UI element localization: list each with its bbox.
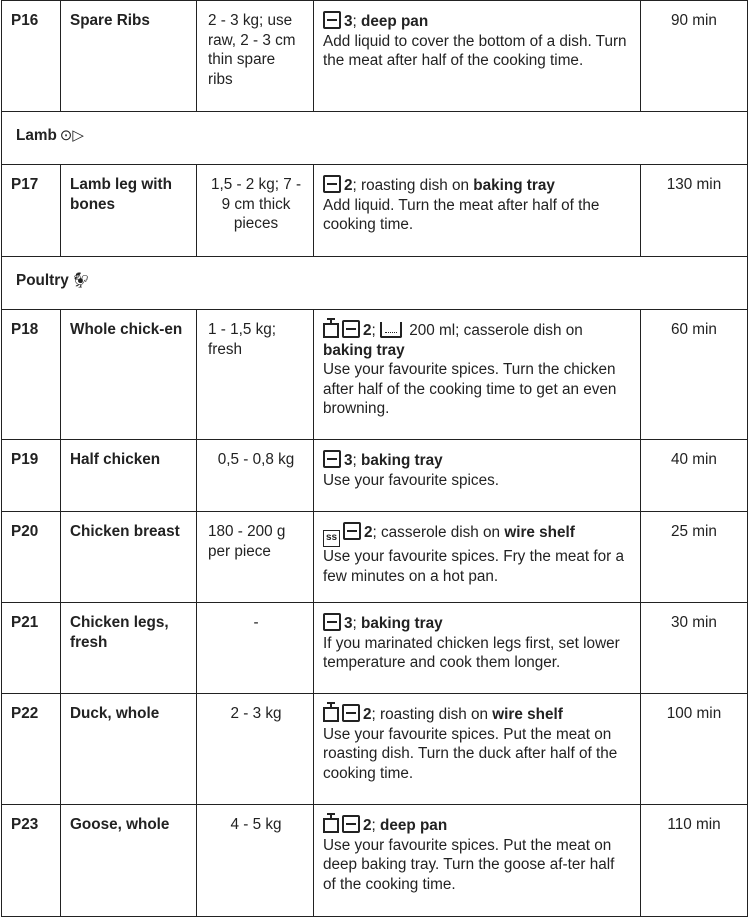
quantity: 2 - 3 kg; use raw, 2 - 3 cm thin spare ribs: [197, 1, 314, 112]
settings-line: [323, 450, 631, 471]
settings-line: [323, 704, 631, 725]
quantity: 1,5 - 2 kg; 7 - 9 cm thick pieces: [197, 165, 314, 257]
setting-bold: 2: [344, 177, 353, 194]
quantity: 1 - 1,5 kg; fresh: [197, 310, 314, 440]
quantity: 2 - 3 kg: [197, 694, 314, 805]
setting-text: 200 ml; casserole dish on: [405, 322, 583, 339]
instruction-note: Use your favourite spices. Put the meat on roasting dish. Turn the duck after half of the cooking time.: [323, 725, 618, 782]
chicken-icon: 🐓︎: [71, 272, 91, 289]
program-id: P16: [2, 1, 61, 112]
cooking-time: 30 min: [641, 603, 748, 694]
instructions: [314, 1, 641, 112]
section-title: Lamb: [16, 127, 57, 144]
instruction-note: Use your favourite spices.: [323, 471, 499, 489]
instruction-note: Use your favourite spices. Turn the chicken after half of the cooking time to get an even browning.: [323, 361, 617, 417]
table-row: [2, 512, 748, 603]
quantity: 4 - 5 kg: [197, 805, 314, 917]
top-bottom-heat-icon: [323, 175, 341, 193]
setting-bold: 2: [363, 322, 372, 339]
table-row: [2, 440, 748, 512]
cooking-time: 130 min: [641, 165, 748, 257]
instructions: [314, 165, 641, 257]
instructions: [314, 805, 641, 917]
settings-line: [323, 613, 631, 634]
dish-name: Chicken legs, fresh: [61, 603, 197, 694]
program-id: P19: [2, 440, 61, 512]
section-title: Poultry: [16, 272, 69, 289]
instruction-note: Use your favourite spices. Fry the meat for a few minutes on a hot pan.: [323, 548, 624, 585]
table-row: [2, 603, 748, 694]
program-id: P20: [2, 512, 61, 603]
setting-bold: deep pan: [361, 13, 429, 30]
steam-icon: ss: [323, 530, 340, 547]
setting-bold: 3: [344, 615, 353, 632]
dish-name: Chicken breast: [61, 512, 197, 603]
dish-name: Lamb leg with bones: [61, 165, 197, 257]
setting-bold: baking tray: [323, 341, 405, 359]
instructions: [314, 512, 641, 603]
top-bottom-heat-icon: [342, 815, 360, 833]
top-bottom-heat-icon: [323, 450, 341, 468]
cooking-time: 25 min: [641, 512, 748, 603]
table-row: [2, 694, 748, 805]
top-bottom-heat-icon: [323, 11, 341, 29]
lamb-leg-icon: ⊙▷: [59, 127, 84, 144]
setting-text: ;: [352, 615, 362, 632]
setting-bold: baking tray: [361, 452, 443, 469]
setting-text: ; casserole dish on: [372, 524, 505, 541]
setting-bold: 2: [363, 706, 372, 723]
setting-bold: 3: [344, 452, 353, 469]
quantity: 180 - 200 g per piece: [197, 512, 314, 603]
top-bottom-heat-icon: [343, 522, 361, 540]
setting-text: ;: [371, 817, 381, 834]
quantity: 0,5 - 0,8 kg: [197, 440, 314, 512]
setting-text: ;: [371, 322, 381, 339]
setting-text: ;: [352, 13, 362, 30]
instruction-note: If you marinated chicken legs first, set lower temperature and cook them longer.: [323, 634, 620, 671]
water-icon: [380, 322, 402, 338]
instruction-note: Add liquid. Turn the meat after half of the cooking time.: [323, 196, 600, 233]
setting-text: ; roasting dish on: [371, 706, 493, 723]
table-row: [2, 805, 748, 917]
setting-bold: wire shelf: [504, 524, 575, 541]
program-id: P23: [2, 805, 61, 917]
instruction-note: Add liquid to cover the bottom of a dish. Turn the meat after half of the cooking time.: [323, 32, 627, 69]
table-row: [2, 1, 748, 112]
instruction-note: Use your favourite spices. Put the meat on deep baking tray. Turn the goose af-ter half of the cooking time.: [323, 836, 615, 893]
cooking-time: 110 min: [641, 805, 748, 917]
setting-bold: 2: [363, 817, 372, 834]
lid-icon: [323, 323, 339, 338]
section-row: [2, 257, 748, 310]
lid-icon: [323, 707, 339, 722]
setting-bold: baking tray: [473, 177, 555, 194]
lid-icon: [323, 818, 339, 833]
table-row: [2, 310, 748, 440]
setting-bold: wire shelf: [492, 706, 563, 723]
dish-name: Duck, whole: [61, 694, 197, 805]
settings-line: [323, 522, 631, 547]
section-heading: [2, 257, 748, 310]
section-row: [2, 112, 748, 165]
cooking-time: 40 min: [641, 440, 748, 512]
program-id: P21: [2, 603, 61, 694]
section-heading: [2, 112, 748, 165]
instructions: [314, 310, 641, 440]
dish-name: Whole chick-en: [61, 310, 197, 440]
instructions: [314, 603, 641, 694]
setting-bold: 3: [344, 13, 353, 30]
cooking-time: 100 min: [641, 694, 748, 805]
settings-line: [323, 320, 631, 360]
top-bottom-heat-icon: [342, 704, 360, 722]
settings-line: [323, 175, 631, 196]
instructions: [314, 440, 641, 512]
setting-text: ;: [352, 452, 362, 469]
instructions: [314, 694, 641, 805]
setting-text: ; roasting dish on: [352, 177, 474, 194]
program-id: P22: [2, 694, 61, 805]
dish-name: Spare Ribs: [61, 1, 197, 112]
program-id: P18: [2, 310, 61, 440]
table-row: [2, 165, 748, 257]
dish-name: Half chicken: [61, 440, 197, 512]
quantity: -: [197, 603, 314, 694]
top-bottom-heat-icon: [323, 613, 341, 631]
cooking-table: [1, 0, 748, 917]
settings-line: [323, 815, 631, 836]
setting-bold: baking tray: [361, 615, 443, 632]
cooking-time: 90 min: [641, 1, 748, 112]
cooking-time: 60 min: [641, 310, 748, 440]
top-bottom-heat-icon: [342, 320, 360, 338]
settings-line: [323, 11, 631, 32]
setting-bold: deep pan: [380, 817, 448, 834]
dish-name: Goose, whole: [61, 805, 197, 917]
program-id: P17: [2, 165, 61, 257]
setting-bold: 2: [364, 524, 373, 541]
